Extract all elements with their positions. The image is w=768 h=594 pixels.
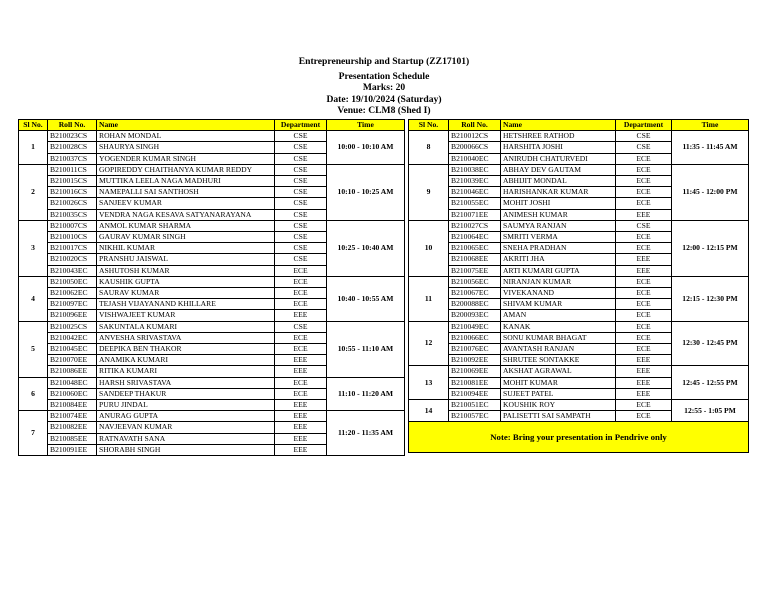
department: ECE: [616, 187, 672, 198]
roll-number: B210056EC: [449, 276, 501, 287]
department: ECE: [616, 411, 672, 422]
col-header-name: Name: [97, 120, 275, 131]
group-sl-number: 12: [409, 321, 449, 366]
student-name: SONU KUMAR BHAGAT: [501, 332, 616, 343]
col-header-department: Department: [275, 120, 327, 131]
roll-number: B210039EC: [449, 176, 501, 187]
department: EEE: [275, 400, 327, 411]
department: ECE: [275, 265, 327, 276]
group-sl-number: 10: [409, 220, 449, 276]
department: EEE: [275, 422, 327, 433]
course-title: Entrepreneurship and Startup (ZZ17101): [298, 56, 470, 67]
roll-number: B210064EC: [449, 232, 501, 243]
department: CSE: [275, 142, 327, 153]
time-slot: 10:25 - 10:40 AM: [327, 220, 405, 276]
roll-number: B210037CS: [48, 153, 97, 164]
department: ECE: [275, 377, 327, 388]
student-name: SUJEET PATEL: [501, 388, 616, 399]
col-header-sl: Sl No.: [19, 120, 48, 131]
student-name: PRANSHU JAISWAL: [97, 254, 275, 265]
department: ECE: [616, 176, 672, 187]
student-name: ANAMIKA KUMARI: [97, 355, 275, 366]
group-sl-number: 14: [409, 400, 449, 422]
department: ECE: [275, 332, 327, 343]
department: CSE: [275, 131, 327, 142]
department: ECE: [616, 276, 672, 287]
department: EEE: [616, 265, 672, 276]
student-name: RATNAVATH SANA: [97, 433, 275, 444]
student-name: AVANTASH RANJAN: [501, 344, 616, 355]
department: CSE: [275, 153, 327, 164]
department: CSE: [275, 321, 327, 332]
student-name: SNEHA PRADHAN: [501, 243, 616, 254]
time-slot: 11:10 - 11:20 AM: [327, 377, 405, 411]
department: ECE: [616, 232, 672, 243]
department: CSE: [616, 220, 672, 231]
table-row: [409, 366, 749, 377]
table-row: [409, 321, 749, 332]
student-name: SAUMYA RANJAN: [501, 220, 616, 231]
roll-number: B210015CS: [48, 176, 97, 187]
department: EEE: [616, 355, 672, 366]
date-line: Date: 19/10/2024 (Saturday): [326, 93, 442, 105]
student-name: ANVESHA SRIVASTAVA: [97, 332, 275, 343]
student-name: SMRITI VERMA: [501, 232, 616, 243]
roll-number: B210097EC: [48, 299, 97, 310]
department: CSE: [275, 198, 327, 209]
roll-number: B210075EE: [449, 265, 501, 276]
roll-number: B210050EC: [48, 276, 97, 287]
time-slot: 10:00 - 10:10 AM: [327, 131, 405, 165]
group-sl-number: 11: [409, 276, 449, 321]
department: ECE: [616, 198, 672, 209]
group-sl-number: 2: [19, 164, 48, 220]
time-slot: 10:10 - 10:25 AM: [327, 164, 405, 220]
roll-number: B210043EC: [48, 265, 97, 276]
group-sl-number: 1: [19, 131, 48, 165]
group-sl-number: 5: [19, 321, 48, 377]
student-name: VISHWAJEET KUMAR: [97, 310, 275, 321]
department: CSE: [275, 164, 327, 175]
time-slot: 12:15 - 12:30 PM: [672, 276, 749, 321]
student-name: KOUSHIK ROY: [501, 400, 616, 411]
student-name: SHAURYA SINGH: [97, 142, 275, 153]
department: ECE: [616, 400, 672, 411]
roll-number: B210060EC: [48, 388, 97, 399]
department: EEE: [275, 355, 327, 366]
roll-number: B210055EC: [449, 198, 501, 209]
student-name: SAKUNTALA KUMARI: [97, 321, 275, 332]
department: CSE: [275, 232, 327, 243]
roll-number: B200093EC: [449, 310, 501, 321]
time-slot: 10:40 - 10:55 AM: [327, 276, 405, 321]
department: CSE: [275, 187, 327, 198]
roll-number: B210067EC: [449, 288, 501, 299]
roll-number: B210092EE: [449, 355, 501, 366]
department: EEE: [616, 377, 672, 388]
roll-number: B200088EC: [449, 299, 501, 310]
pendrive-note: Note: Bring your presentation in Pendrive only: [409, 422, 749, 453]
time-slot: 12:30 - 12:45 PM: [672, 321, 749, 366]
group-sl-number: 6: [19, 377, 48, 411]
department: CSE: [275, 209, 327, 220]
roll-number: B210007CS: [48, 220, 97, 231]
department: CSE: [616, 131, 672, 142]
roll-number: B210069EE: [449, 366, 501, 377]
roll-number: B210081EE: [449, 377, 501, 388]
roll-number: B210040EC: [449, 153, 501, 164]
roll-number: B210042EC: [48, 332, 97, 343]
department: EEE: [275, 411, 327, 422]
student-name: SANDEEP THAKUR: [97, 388, 275, 399]
roll-number: B210011CS: [48, 164, 97, 175]
student-name: ABHAY DEV GAUTAM: [501, 164, 616, 175]
time-slot: 11:45 - 12:00 PM: [672, 164, 749, 220]
marks-line: Marks: 20: [362, 82, 406, 93]
department: EEE: [616, 366, 672, 377]
roll-number: B210086EE: [48, 366, 97, 377]
time-slot: 10:55 - 11:10 AM: [327, 321, 405, 377]
student-name: ABHIJIT MONDAL: [501, 176, 616, 187]
department: ECE: [275, 299, 327, 310]
roll-number: B210023CS: [48, 131, 97, 142]
department: EEE: [275, 366, 327, 377]
roll-number: B210085EE: [48, 433, 97, 444]
document-heading: [0, 56, 768, 117]
student-name: KANAK: [501, 321, 616, 332]
roll-number: B210016CS: [48, 187, 97, 198]
note-row: [409, 422, 749, 453]
department: ECE: [275, 344, 327, 355]
student-name: SHORABH SINGH: [97, 444, 275, 455]
department: ECE: [616, 344, 672, 355]
col-header-sl: Sl No.: [409, 120, 449, 131]
group-sl-number: 7: [19, 411, 48, 456]
col-header-name: Name: [501, 120, 616, 131]
student-name: ANMOL KUMAR SHARMA: [97, 220, 275, 231]
table-row: [19, 164, 405, 175]
student-name: ROHAN MONDAL: [97, 131, 275, 142]
roll-number: B210025CS: [48, 321, 97, 332]
student-name: ANIMESH KUMAR: [501, 209, 616, 220]
department: ECE: [616, 310, 672, 321]
student-name: PALISETTI SAI SAMPATH: [501, 411, 616, 422]
department: ECE: [275, 388, 327, 399]
roll-number: B210026CS: [48, 198, 97, 209]
student-name: AKSHAT AGRAWAL: [501, 366, 616, 377]
student-name: NAMEPALLI SAI SANTHOSH: [97, 187, 275, 198]
student-name: HETSHREE RATHOD: [501, 131, 616, 142]
time-slot: 12:55 - 1:05 PM: [672, 400, 749, 422]
table-row: [19, 276, 405, 287]
roll-number: B210048EC: [48, 377, 97, 388]
department: CSE: [275, 243, 327, 254]
department: ECE: [275, 276, 327, 287]
table-row: [409, 220, 749, 231]
student-name: NIKHIL KUMAR: [97, 243, 275, 254]
student-name: GOPIREDDY CHAITHANYA KUMAR REDDY: [97, 164, 275, 175]
student-name: RITIKA KUMARI: [97, 366, 275, 377]
roll-number: B210028CS: [48, 142, 97, 153]
roll-number: B210070EE: [48, 355, 97, 366]
roll-number: B210017CS: [48, 243, 97, 254]
group-sl-number: 3: [19, 220, 48, 276]
roll-number: B210051EC: [449, 400, 501, 411]
roll-number: B210076EC: [449, 344, 501, 355]
department: EEE: [275, 433, 327, 444]
department: CSE: [275, 254, 327, 265]
roll-number: B210045EC: [48, 344, 97, 355]
table-row: [409, 276, 749, 287]
student-name: NAVJEEVAN KUMAR: [97, 422, 275, 433]
table-header-row: [19, 120, 405, 131]
student-name: HARSHITA JOSHI: [501, 142, 616, 153]
roll-number: B210062EC: [48, 288, 97, 299]
roll-number: B210071EE: [449, 209, 501, 220]
roll-number: B210010CS: [48, 232, 97, 243]
group-sl-number: 9: [409, 164, 449, 220]
schedule-table-left: [18, 119, 405, 456]
roll-number: B210012CS: [449, 131, 501, 142]
schedule-table-right: [408, 119, 749, 453]
student-name: HARSH SRIVASTAVA: [97, 377, 275, 388]
student-name: GAURAV KUMAR SINGH: [97, 232, 275, 243]
table-row: [19, 377, 405, 388]
department: ECE: [616, 164, 672, 175]
student-name: PURU JINDAL: [97, 400, 275, 411]
student-name: YOGENDER KUMAR SINGH: [97, 153, 275, 164]
department: ECE: [275, 288, 327, 299]
student-name: VENDRA NAGA KESAVA SATYANARAYANA: [97, 209, 275, 220]
department: EEE: [275, 310, 327, 321]
student-name: ASHUTOSH KUMAR: [97, 265, 275, 276]
student-name: MUTTIKA LEELA NAGA MADHURI: [97, 176, 275, 187]
time-slot: 12:45 - 12:55 PM: [672, 366, 749, 400]
time-slot: 12:00 - 12:15 PM: [672, 220, 749, 276]
student-name: AMAN: [501, 310, 616, 321]
department: ECE: [616, 299, 672, 310]
time-slot: 11:35 - 11:45 AM: [672, 131, 749, 165]
table-row: [409, 164, 749, 175]
table-row: [409, 131, 749, 142]
student-name: TEJASH VIJAYANAND KHILLARE: [97, 299, 275, 310]
student-name: VIVEKANAND: [501, 288, 616, 299]
roll-number: B200066CS: [449, 142, 501, 153]
table-row: [19, 411, 405, 422]
student-name: HARISHANKAR KUMAR: [501, 187, 616, 198]
student-name: AKRITI JHA: [501, 254, 616, 265]
roll-number: B210066EC: [449, 332, 501, 343]
roll-number: B210096EE: [48, 310, 97, 321]
department: EEE: [275, 444, 327, 455]
roll-number: B210057EC: [449, 411, 501, 422]
student-name: SHIVAM KUMAR: [501, 299, 616, 310]
col-header-time: Time: [672, 120, 749, 131]
roll-number: B210082EE: [48, 422, 97, 433]
department: EEE: [616, 388, 672, 399]
roll-number: B210091EE: [48, 444, 97, 455]
department: ECE: [616, 321, 672, 332]
department: ECE: [616, 332, 672, 343]
table-row: [19, 220, 405, 231]
col-header-time: Time: [327, 120, 405, 131]
table-row: [409, 400, 749, 411]
department: CSE: [616, 142, 672, 153]
department: CSE: [275, 176, 327, 187]
student-name: SAURAV KUMAR: [97, 288, 275, 299]
time-slot: 11:20 - 11:35 AM: [327, 411, 405, 456]
col-header-roll: Roll No.: [48, 120, 97, 131]
student-name: DEEPIKA BEN THAKOR: [97, 344, 275, 355]
roll-number: B210046EC: [449, 187, 501, 198]
department: EEE: [616, 209, 672, 220]
roll-number: B210020CS: [48, 254, 97, 265]
roll-number: B210038EC: [449, 164, 501, 175]
roll-number: B210027CS: [449, 220, 501, 231]
group-sl-number: 13: [409, 366, 449, 400]
col-header-roll: Roll No.: [449, 120, 501, 131]
roll-number: B210049EC: [449, 321, 501, 332]
roll-number: B210094EE: [449, 388, 501, 399]
department: ECE: [616, 243, 672, 254]
roll-number: B210084EE: [48, 400, 97, 411]
department: ECE: [616, 153, 672, 164]
venue-line: Venue: CLM8 (Shed I): [337, 105, 431, 116]
department: CSE: [275, 220, 327, 231]
student-name: NIRANJAN KUMAR: [501, 276, 616, 287]
roll-number: B210035CS: [48, 209, 97, 220]
table-row: [19, 321, 405, 332]
student-name: SHRUTEE SONTAKKE: [501, 355, 616, 366]
student-name: SANJEEV KUMAR: [97, 198, 275, 209]
table-row: [19, 131, 405, 142]
student-name: ARTI KUMARI GUPTA: [501, 265, 616, 276]
schedule-title: Presentation Schedule: [338, 70, 430, 82]
student-name: ANIRUDH CHATURVEDI: [501, 153, 616, 164]
student-name: MOHIT KUMAR: [501, 377, 616, 388]
table-header-row: [409, 120, 749, 131]
student-name: ANURAG GUPTA: [97, 411, 275, 422]
roll-number: B210068EE: [449, 254, 501, 265]
student-name: KAUSHIK GUPTA: [97, 276, 275, 287]
student-name: MOHIT JOSHI: [501, 198, 616, 209]
roll-number: B210074EE: [48, 411, 97, 422]
col-header-department: Department: [616, 120, 672, 131]
department: ECE: [616, 288, 672, 299]
roll-number: B210065EC: [449, 243, 501, 254]
department: EEE: [616, 254, 672, 265]
group-sl-number: 8: [409, 131, 449, 165]
group-sl-number: 4: [19, 276, 48, 321]
